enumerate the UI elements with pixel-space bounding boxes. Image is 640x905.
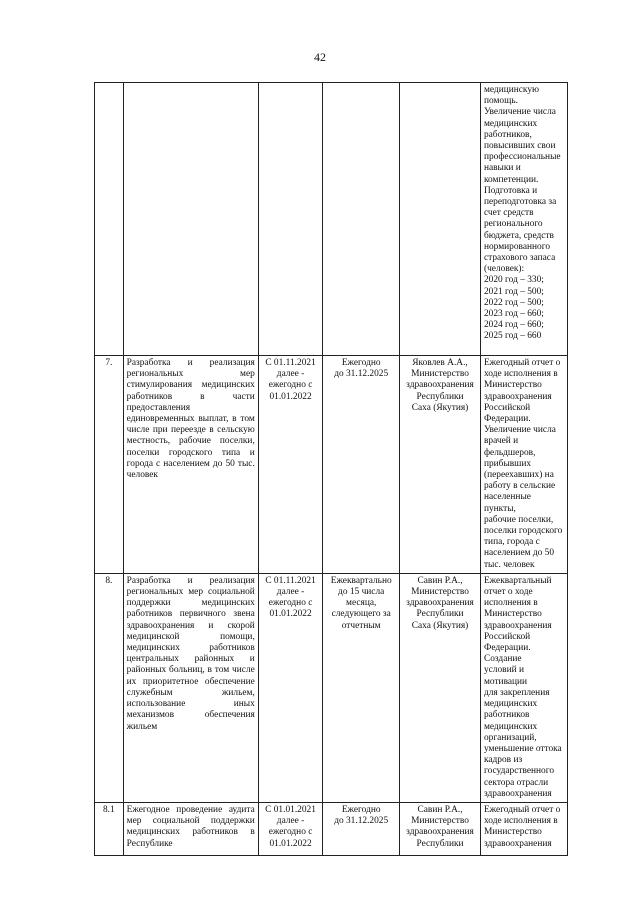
- result-line: условий и мотивации: [483, 665, 528, 687]
- period-line: Ежеквартально: [330, 575, 392, 586]
- responsible-cell: [400, 573, 481, 802]
- term-line: С 01.01.2021: [265, 804, 316, 815]
- responsible-line: здравоохранения: [406, 827, 474, 838]
- result-line: исполнения в: [483, 598, 538, 609]
- result-line: (переехавших) на: [483, 470, 554, 481]
- reporting-period-cell: [323, 83, 400, 356]
- measures-table: [94, 82, 568, 856]
- result-line: бюджета, средств: [483, 230, 554, 241]
- responsible-line: Савин Р.А.,: [417, 575, 463, 586]
- result-line: работу в сельские: [483, 481, 556, 492]
- term-line: ежегодно с: [268, 380, 313, 391]
- period-line: месяца,: [346, 598, 377, 609]
- term-line: далее -: [276, 369, 305, 380]
- result-line: 2020 год – 330;: [483, 275, 544, 286]
- result-line: поселки городского: [483, 526, 563, 537]
- result-line: типа, города с: [483, 537, 540, 548]
- term-line: С 01.11.2021: [265, 358, 316, 368]
- responsible-line: Министерство: [411, 587, 469, 598]
- responsible-cell: [400, 802, 481, 855]
- result-cell: [480, 573, 567, 802]
- result-line: нормированного: [483, 241, 551, 252]
- result-line: счет средств: [483, 208, 534, 219]
- term-line: 01.01.2022: [269, 838, 312, 849]
- result-line: профессиональные: [483, 152, 561, 163]
- result-line: медицинских: [483, 699, 538, 710]
- measure-name-cell: Ежегодное проведение аудита мер социальной поддержки медицинских работников в Республике: [123, 802, 258, 855]
- term-line: 01.01.2022: [269, 391, 312, 402]
- result-line: прибывших: [483, 458, 532, 469]
- responsible-line: здравоохранения: [406, 598, 474, 609]
- result-line: работников: [483, 710, 530, 721]
- result-line: Федерации. Создание: [483, 643, 531, 665]
- result-line: сектора отрасли: [483, 777, 549, 788]
- result-cell: [480, 356, 567, 574]
- row-number-cell: 7.: [95, 356, 124, 574]
- table-row: [95, 802, 568, 855]
- term-cell: [258, 802, 323, 855]
- result-line: медицинскую: [483, 85, 540, 95]
- responsible-line: Республики: [416, 838, 464, 849]
- responsible-cell: [400, 83, 481, 356]
- term-cell: [258, 83, 323, 356]
- term-cell: [258, 356, 323, 574]
- result-line: Ежеквартальный: [483, 575, 552, 586]
- result-line: повысивших свои: [483, 141, 556, 152]
- result-line: Министерство: [483, 827, 542, 838]
- responsible-line: Савин Р.А.,: [417, 804, 463, 815]
- result-line: здравоохранения: [483, 391, 552, 402]
- result-cell: [480, 83, 567, 356]
- result-line: ходе исполнения в: [483, 369, 558, 380]
- term-line: С 01.11.2021: [265, 575, 316, 586]
- result-line: 2022 год – 500;: [483, 297, 544, 308]
- result-line: здравоохранения: [483, 620, 552, 631]
- result-line: навыки и: [483, 163, 521, 174]
- result-line: 2024 год – 660;: [483, 320, 544, 331]
- row-number-cell: 8.1: [95, 802, 124, 855]
- period-line: следующего за: [331, 609, 391, 620]
- result-line: Министерство: [483, 380, 542, 391]
- measure-name-cell: [123, 83, 258, 356]
- result-line: государственного: [483, 766, 555, 777]
- result-line: медицинских: [483, 118, 538, 129]
- result-line: Увеличение числа: [483, 425, 556, 436]
- result-line: регионального: [483, 219, 543, 230]
- term-line: ежегодно с: [268, 598, 313, 609]
- result-line: населенные пункты,: [483, 492, 531, 514]
- period-line: Ежегодно: [341, 358, 381, 368]
- result-line: Подготовка и: [483, 185, 538, 196]
- table-row: [95, 83, 568, 356]
- page-number: 42: [314, 50, 326, 64]
- term-line: далее -: [276, 816, 305, 827]
- result-line: работников,: [483, 129, 532, 140]
- row-number-cell: [95, 83, 124, 356]
- result-line: населением до 50: [483, 548, 555, 559]
- responsible-line: Министерство: [411, 369, 469, 380]
- reporting-period-cell: [323, 573, 400, 802]
- result-line: для закрепления: [483, 687, 550, 698]
- responsible-line: Республики: [416, 609, 464, 620]
- period-line: отчетным: [341, 620, 381, 631]
- period-line: Ежегодно: [341, 804, 381, 815]
- result-line: компетенции.: [483, 174, 539, 185]
- responsible-line: Саха (Якутия): [411, 402, 469, 413]
- table-row: [95, 573, 568, 802]
- result-cell: [480, 802, 567, 855]
- result-line: ходе исполнения в: [483, 816, 558, 827]
- table-row: [95, 356, 568, 574]
- responsible-line: Яковлев А.А.,: [412, 358, 468, 368]
- result-line: 2023 год – 660;: [483, 309, 544, 320]
- period-line: до 15 числа: [338, 587, 385, 598]
- measure-name-cell: Разработка и реализация региональных мер социальной поддержки медицинских работников первичного звена здравоохранения и скорой медицинской помощи, медицинских работников центральных районных и районных больниц, в том числе их приоритетное обеспечение служебным жильем, использование иных механизмов обеспечения жильем: [123, 573, 258, 802]
- measure-name-cell: Разработка и реализация региональных мер стимулирования медицинских работников в части предоставления единовременных выплат, в том числе при переезде в сельскую местность, рабочие поселки, поселки городского типа и города с населением до 50 тыс. человек: [123, 356, 258, 574]
- responsible-line: Саха (Якутия): [411, 620, 469, 631]
- reporting-period-cell: [323, 356, 400, 574]
- result-line: врачей и: [483, 436, 519, 447]
- result-line: Ежегодный отчет о: [483, 804, 561, 815]
- term-line: далее -: [276, 587, 305, 598]
- result-line: Федерации.: [483, 414, 531, 425]
- result-line: отчет о ходе: [483, 587, 533, 598]
- result-line: Российской: [483, 631, 531, 642]
- term-line: ежегодно с: [268, 827, 313, 838]
- result-line: 2025 год – 660: [483, 331, 542, 342]
- result-line: здравоохранения: [483, 788, 552, 799]
- responsible-line: здравоохранения: [406, 380, 474, 391]
- responsible-line: Министерство: [411, 816, 469, 827]
- result-line: фельдшеров,: [483, 447, 536, 458]
- result-line: рабочие поселки,: [483, 514, 554, 525]
- result-line: (человек):: [483, 264, 525, 275]
- period-line: до 31.12.2025: [334, 816, 389, 827]
- reporting-period-cell: [323, 802, 400, 855]
- result-line: Российской: [483, 402, 531, 413]
- result-line: медицинских: [483, 721, 538, 732]
- term-line: 01.01.2022: [269, 609, 312, 620]
- result-line: здравоохранения: [483, 838, 552, 849]
- result-line: организаций,: [483, 732, 537, 743]
- result-line: кадров из: [483, 755, 523, 766]
- row-number-cell: 8.: [95, 573, 124, 802]
- result-line: помощь.: [483, 96, 518, 107]
- result-line: уменьшение оттока: [483, 743, 562, 754]
- result-line: переподготовка за: [483, 197, 557, 208]
- result-line: Увеличение числа: [483, 107, 556, 118]
- result-line: Министерство: [483, 609, 542, 620]
- result-line: тыс. человек: [483, 559, 535, 570]
- result-line: Ежегодный отчет о: [483, 358, 561, 368]
- result-line: страхового запаса: [483, 253, 556, 264]
- result-line: 2021 год – 500;: [483, 286, 544, 297]
- period-line: до 31.12.2025: [334, 369, 389, 380]
- term-cell: [258, 573, 323, 802]
- responsible-line: Республики: [416, 391, 464, 402]
- responsible-cell: [400, 356, 481, 574]
